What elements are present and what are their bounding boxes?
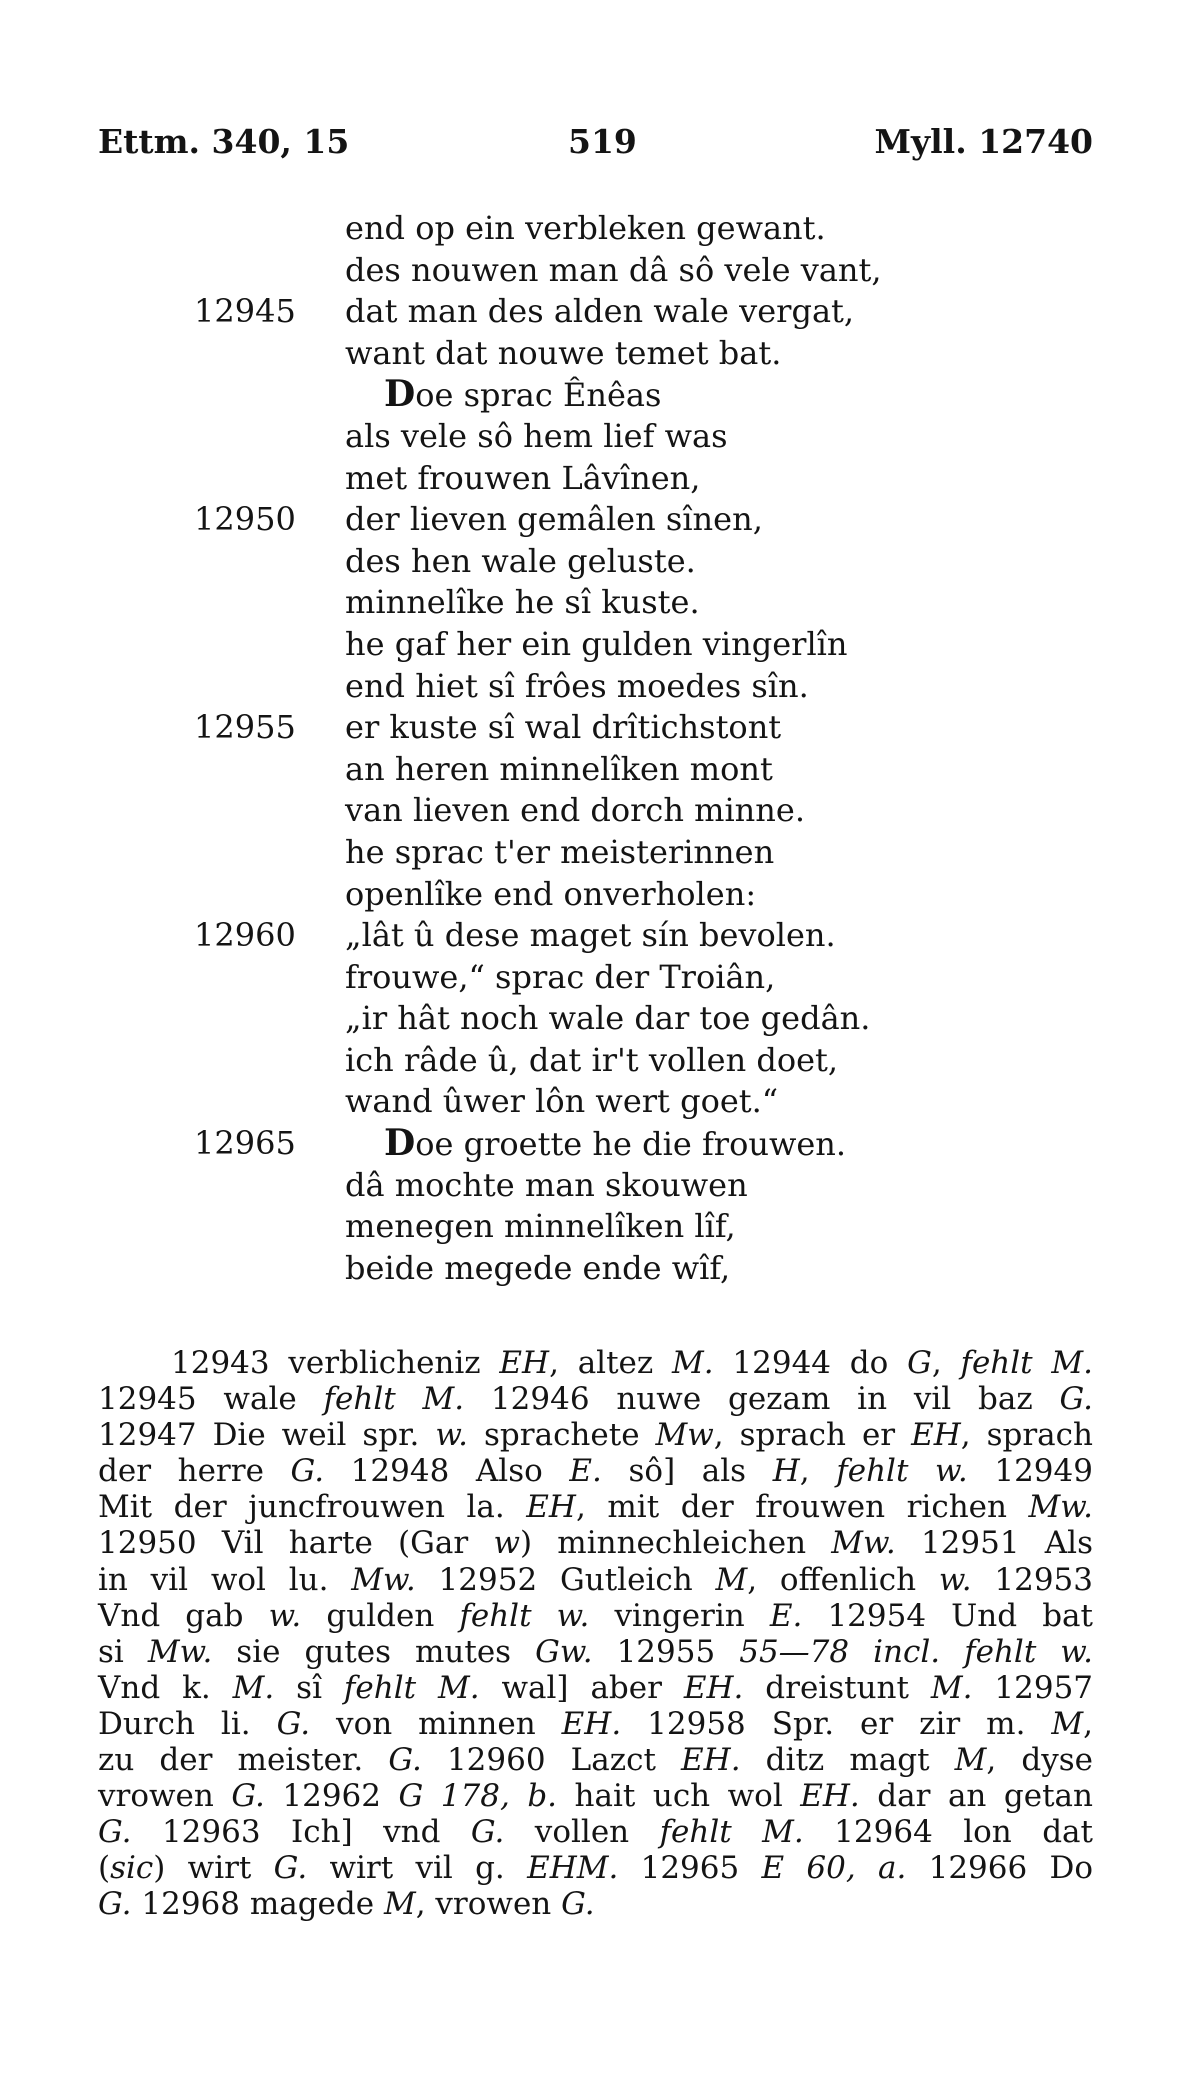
verse-line xyxy=(0,874,1200,916)
verse-text-line: menegen minnelîken lîf, xyxy=(345,1207,736,1246)
line-number: 12965 xyxy=(194,1124,296,1163)
siglum: fehlt M. xyxy=(323,1381,465,1418)
siglum: M. xyxy=(930,1669,973,1706)
verse-text-line: als vele sô hem lief was xyxy=(345,416,728,455)
siglum: M xyxy=(1051,1705,1084,1742)
verse-text-line: frouwe,“ sprac der Troiân, xyxy=(345,957,776,996)
verse-line xyxy=(0,666,1200,708)
verse-text xyxy=(0,208,1200,1289)
verse-line xyxy=(0,1165,1200,1207)
verse-text-line: dâ mochte man skouwen xyxy=(345,1165,748,1204)
verse-line xyxy=(0,458,1200,500)
verse-text-line: ich râde û, dat ir't vollen doet, xyxy=(345,1040,839,1079)
verse-text-line: he sprac t'er meisterinnen xyxy=(345,832,775,871)
siglum: E. xyxy=(769,1597,803,1634)
line-number: 12945 xyxy=(194,292,296,331)
siglum: G. xyxy=(231,1778,265,1815)
verse-line xyxy=(0,416,1200,458)
header-left-reference: Ettm. 340, 15 xyxy=(98,122,350,161)
siglum: G xyxy=(907,1345,932,1381)
verse-text-line: wand ûwer lôn wert goet.“ xyxy=(345,1082,779,1121)
verse-text-line: van lieven end dorch minne. xyxy=(345,791,805,830)
verse-line xyxy=(0,1123,1200,1165)
siglum: M xyxy=(954,1742,987,1779)
siglum: w. xyxy=(268,1597,302,1634)
header-right-reference: Myll. 12740 xyxy=(874,122,1093,161)
siglum: Gw. xyxy=(535,1633,593,1670)
verse-text-line: end hiet sî frôes moedes sîn. xyxy=(345,666,809,705)
verse-text-line: der lieven gemâlen sînen, xyxy=(345,500,763,539)
siglum: Mw. xyxy=(1028,1489,1093,1526)
verse-text-line: minnelîke he sî kuste. xyxy=(345,583,700,622)
verse-line xyxy=(0,624,1200,666)
verse-line xyxy=(0,333,1200,375)
siglum: G. xyxy=(388,1742,422,1779)
critical-apparatus xyxy=(98,1345,1093,1923)
apparatus-line: 12950 Vil harte (Gar w) minnechleichen Mw. 12951 Als xyxy=(98,1525,1093,1562)
apparatus-line: Mit der juncfrouwen la. EH, mit der frouwen richen Mw. xyxy=(98,1489,1093,1526)
verse-line xyxy=(0,374,1200,416)
siglum: EH xyxy=(911,1417,961,1454)
siglum: M xyxy=(383,1886,416,1923)
line-number: 12960 xyxy=(194,916,296,955)
verse-line xyxy=(0,790,1200,832)
apparatus-line: zu der meister. G. 12960 Lazct EH. ditz magt M, dyse xyxy=(98,1742,1093,1779)
siglum: G 178, b. xyxy=(398,1778,558,1815)
verse-line xyxy=(0,1248,1200,1290)
apparatus-line: si Mw. sie gutes mutes Gw. 12955 55—78 incl. fehlt w. xyxy=(98,1633,1094,1670)
siglum: G. xyxy=(561,1886,595,1923)
verse-text-line: met frouwen Lâvînen, xyxy=(345,458,701,497)
verse-text-line: beide megede ende wîf, xyxy=(345,1248,731,1287)
siglum: Mw. xyxy=(147,1633,213,1670)
siglum: fehlt w. xyxy=(459,1597,590,1634)
siglum: EHM. xyxy=(527,1850,619,1887)
siglum: fehlt M. xyxy=(960,1345,1094,1381)
verse-line xyxy=(0,541,1200,583)
verse-text-line: openlîke end onverholen: xyxy=(345,874,757,913)
siglum: w xyxy=(493,1525,520,1562)
initial-capital: D xyxy=(384,1122,416,1165)
verse-line xyxy=(0,957,1200,999)
verse-text-line: he gaf her ein gulden vingerlîn xyxy=(345,624,848,663)
verse-line xyxy=(0,582,1200,624)
verse-line xyxy=(0,749,1200,791)
siglum: G. xyxy=(470,1814,505,1851)
siglum: EH. xyxy=(561,1705,622,1742)
siglum: E 60, a. xyxy=(761,1850,907,1887)
verse-line xyxy=(0,499,1200,541)
verse-text-line: „ir hât noch wale dar toe gedân. xyxy=(345,999,871,1038)
running-header xyxy=(98,122,1093,162)
verse-text-line: des hen wale geluste. xyxy=(345,541,696,580)
siglum: Mw. xyxy=(351,1561,416,1598)
siglum: E. xyxy=(569,1453,602,1490)
siglum: G. xyxy=(290,1453,325,1490)
verse-text-line: Doe sprac Ênêas xyxy=(384,373,662,416)
verse-text-line: end op ein verbleken gewant. xyxy=(345,209,826,247)
verse-text-line: an heren minnelîken mont xyxy=(345,749,773,788)
siglum: EH. xyxy=(683,1669,744,1706)
siglum: M. xyxy=(672,1345,714,1381)
apparatus-line: in vil wol lu. Mw. 12952 Gutleich M, offenlich w. 12953 xyxy=(98,1561,1093,1598)
verse-line xyxy=(0,1081,1200,1123)
verse-text-line: dat man des alden wale vergat, xyxy=(345,292,855,331)
line-number: 12955 xyxy=(194,708,296,747)
verse-text-line: want dat nouwe temet bat. xyxy=(345,333,782,372)
siglum: fehlt M. xyxy=(343,1669,480,1706)
siglum: G. xyxy=(276,1705,311,1742)
initial-capital: D xyxy=(384,373,416,416)
siglum: fehlt M. xyxy=(659,1814,804,1851)
siglum: w. xyxy=(938,1561,972,1598)
verse-line xyxy=(0,998,1200,1040)
siglum: EH xyxy=(526,1489,576,1526)
verse-line xyxy=(0,208,1200,250)
siglum: H xyxy=(772,1453,800,1490)
siglum: 55—78 incl. fehlt w. xyxy=(739,1633,1094,1670)
verse-text-line: Doe groette he die frouwen. xyxy=(384,1122,847,1165)
apparatus-line: 12947 Die weil spr. w. sprachete Mw, sprach er EH, sprach xyxy=(98,1417,1093,1454)
apparatus-line: Vnd gab w. gulden fehlt w. vingerin E. 12954 Und bat xyxy=(98,1597,1094,1634)
verse-line xyxy=(0,1040,1200,1082)
siglum: sic xyxy=(110,1850,154,1887)
verse-text-line: er kuste sî wal drîtichstont xyxy=(345,708,782,747)
apparatus-line: G. 12968 magede M, vrowen G. xyxy=(98,1886,595,1923)
siglum: G. xyxy=(1059,1381,1094,1418)
siglum: Mw xyxy=(655,1417,714,1454)
verse-line xyxy=(0,291,1200,333)
apparatus-line: 12945 wale fehlt M. 12946 nuwe gezam in vil baz G. xyxy=(98,1381,1094,1418)
siglum: EH. xyxy=(681,1742,741,1779)
apparatus-line: (sic) wirt G. wirt vil g. EHM. 12965 E 60, a. 12966 Do xyxy=(98,1850,1094,1887)
verse-text-line: des nouwen man dâ sô vele vant, xyxy=(345,250,882,289)
apparatus-line: Vnd k. M. sî fehlt M. wal] aber EH. dreistunt M. 12957 xyxy=(98,1669,1094,1706)
siglum: EH. xyxy=(800,1778,860,1815)
line-number: 12950 xyxy=(194,500,296,539)
verse-line xyxy=(0,915,1200,957)
siglum: Mw. xyxy=(831,1525,896,1562)
apparatus-line: vrowen G. 12962 G 178, b. hait uch wol EH. dar an getan xyxy=(98,1778,1094,1815)
verse-line xyxy=(0,707,1200,749)
siglum: G. xyxy=(273,1850,308,1887)
verse-line xyxy=(0,832,1200,874)
siglum: fehlt w. xyxy=(836,1453,968,1490)
page-number: 519 xyxy=(568,122,637,161)
apparatus-line: Durch li. G. von minnen EH. 12958 Spr. er zir m. M, xyxy=(98,1705,1094,1742)
verse-line xyxy=(0,1206,1200,1248)
verse-line xyxy=(0,250,1200,292)
siglum: M. xyxy=(232,1669,275,1706)
apparatus-line: der herre G. 12948 Also E. sô] als H, fehlt w. 12949 xyxy=(98,1453,1093,1490)
siglum: M xyxy=(715,1561,748,1598)
apparatus-line: G. 12963 Ich] vnd G. vollen fehlt M. 12964 lon dat xyxy=(98,1814,1093,1851)
verse-text-line: „lât û dese maget sín bevolen. xyxy=(345,916,836,955)
siglum: G. xyxy=(98,1886,132,1923)
siglum: EH xyxy=(499,1345,550,1381)
siglum: w. xyxy=(435,1417,469,1454)
siglum: G. xyxy=(98,1814,132,1851)
apparatus-line: 12943 verblicheniz EH, altez M. 12944 do G, fehlt M. xyxy=(171,1345,1094,1381)
